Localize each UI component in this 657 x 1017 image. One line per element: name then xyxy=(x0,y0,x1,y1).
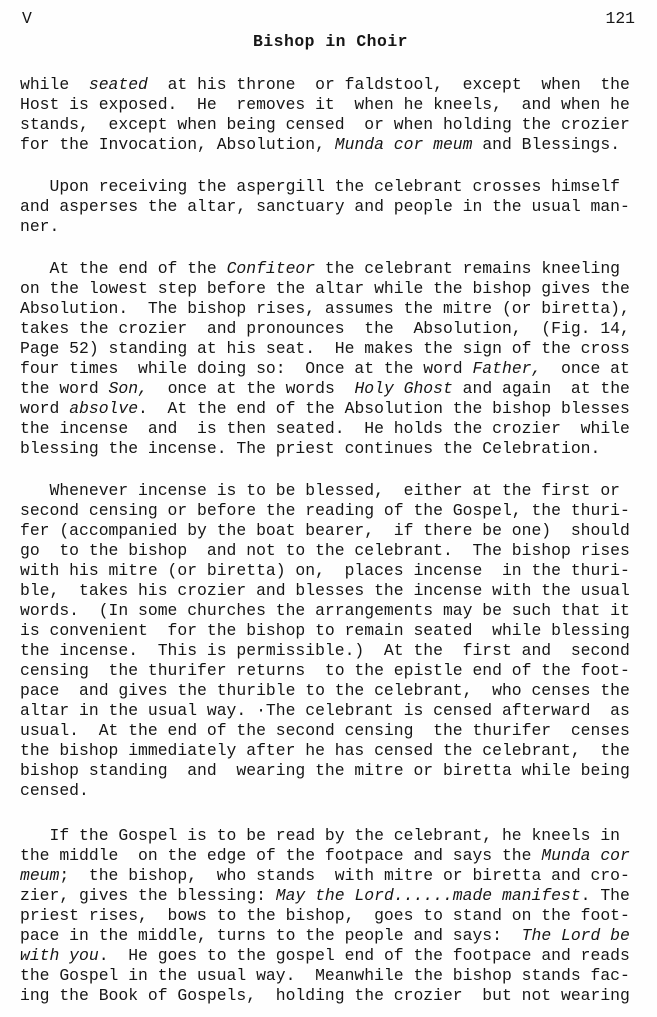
text-line: stands, except when being censed or when holding the crozier xyxy=(20,115,630,134)
paragraph xyxy=(20,177,641,237)
page-number: 121 xyxy=(605,9,635,28)
text-line: the incense. This is permissible.) At the first and second xyxy=(20,641,630,660)
text-line: censing the thurifer returns to the epistle end of the foot- xyxy=(20,661,630,680)
text-line: zier, gives the blessing: May the Lord......made manifest. The xyxy=(20,886,630,905)
text-line: with his mitre (or biretta) on, places incense in the thuri- xyxy=(20,561,630,580)
paragraph xyxy=(20,75,641,155)
text-line: blessing the incense. The priest continues the Celebration. xyxy=(20,439,601,458)
text-line: go to the bishop and not to the celebrant. The bishop rises xyxy=(20,541,630,560)
text-line: meum; the bishop, who stands with mitre or biretta and cro- xyxy=(20,866,630,885)
text-line: pace in the middle, turns to the people and says: The Lord be xyxy=(20,926,630,945)
text-line: ble, takes his crozier and blesses the incense with the usual xyxy=(20,581,630,600)
text-line: priest rises, bows to the bishop, goes to stand on the foot- xyxy=(20,906,630,925)
text-line: At the end of the Confiteor the celebrant remains kneeling xyxy=(20,259,621,278)
text-line: with you. He goes to the gospel end of the footpace and reads xyxy=(20,946,630,965)
text-line: Upon receiving the aspergill the celebrant crosses himself xyxy=(20,177,620,196)
text-line: is convenient for the bishop to remain seated while blessing xyxy=(20,621,630,640)
text-line: Whenever incense is to be blessed, either at the first or xyxy=(20,481,620,500)
text-line: usual. At the end of the second censing the thurifer censes xyxy=(20,721,630,740)
text-line: ing the Book of Gospels, holding the crozier but not wearing xyxy=(20,986,630,1005)
text-line: four times while doing so: Once at the word Father, once at xyxy=(20,359,630,378)
text-line: and asperses the altar, sanctuary and people in the usual man- xyxy=(20,197,630,216)
body-text xyxy=(20,75,641,1006)
text-line: ner. xyxy=(20,217,60,236)
section-marker: V xyxy=(22,9,32,28)
text-line: the middle on the edge of the footpace and says the Munda cor xyxy=(20,846,630,865)
text-line: the bishop immediately after he has censed the celebrant, the xyxy=(20,741,630,760)
text-line: the incense and is then seated. He holds the crozier while xyxy=(20,419,630,438)
paragraph xyxy=(20,481,641,801)
text-line: the Gospel in the usual way. Meanwhile the bishop stands fac- xyxy=(20,966,630,985)
text-line: on the lowest step before the altar while the bishop gives the xyxy=(20,279,630,298)
text-line: words. (In some churches the arrangements may be such that it xyxy=(20,601,630,620)
text-line: bishop standing and wearing the mitre or biretta while being xyxy=(20,761,630,780)
page-title: Bishop in Choir xyxy=(252,32,409,51)
text-line: for the Invocation, Absolution, Munda cor meum and Blessings. xyxy=(20,135,621,154)
text-line: the word Son, once at the words Holy Ghost and again at the xyxy=(20,379,630,398)
text-line: takes the crozier and pronounces the Absolution, (Fig. 14, xyxy=(20,319,630,338)
text-line: censed. xyxy=(20,781,89,800)
paragraph xyxy=(20,826,641,1006)
text-line: Page 52) standing at his seat. He makes the sign of the cross xyxy=(20,339,630,358)
text-line: If the Gospel is to be read by the celebrant, he kneels in xyxy=(20,826,620,845)
page-header xyxy=(20,9,641,29)
text-line: while seated at his throne or faldstool, except when the xyxy=(20,75,630,94)
text-line: pace and gives the thurible to the celebrant, who censes the xyxy=(20,681,630,700)
text-line: word absolve. At the end of the Absolution the bishop blesses xyxy=(20,399,630,418)
text-line: altar in the usual way. ·The celebrant is censed afterward as xyxy=(20,701,630,720)
text-line: second censing or before the reading of the Gospel, the thuri- xyxy=(20,501,630,520)
text-line: fer (accompanied by the boat bearer, if there be one) should xyxy=(20,521,630,540)
text-line: Absolution. The bishop rises, assumes the mitre (or biretta), xyxy=(20,299,630,318)
paragraph xyxy=(20,259,641,459)
text-line: Host is exposed. He removes it when he kneels, and when he xyxy=(20,95,630,114)
